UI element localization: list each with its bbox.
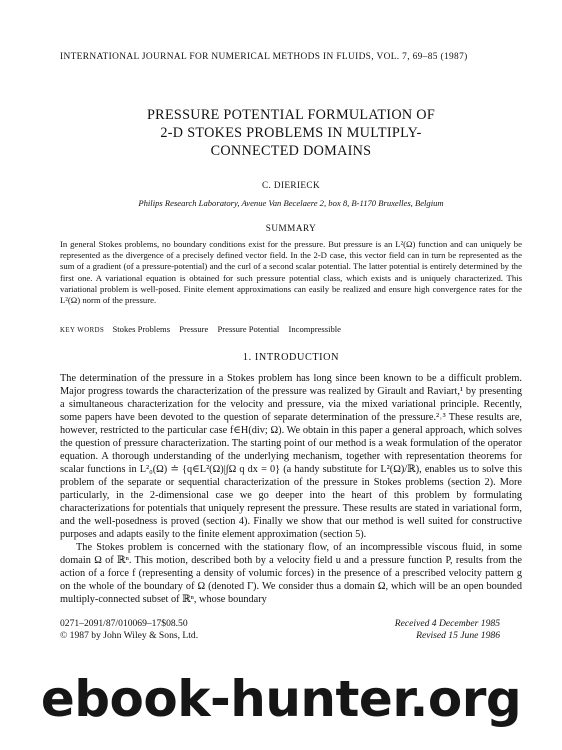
paragraph: The Stokes problem is concerned with the stationary flow, of an incompressible viscous fluid, in some domain Ω of ℝⁿ. This motion, described both by a velocity field u and a pressure function P, results from the action of a force f (representing a density of volumic forces) in the presence of a prescribed velocity pattern g on the whole of the boundary of Ω (denoted Γ). We consider thus a domain Ω, which will be an open bounded multiply-connected subset of ℝⁿ, whose boundary: [60, 542, 522, 605]
copyright-block: [60, 618, 290, 643]
summary-text: In general Stokes problems, no boundary conditions exist for the pressure. But pressure is an L²(Ω) function and can uniquely be represented as the divergence of a precisely defined vector field. In the 2-D case, this vector field can in turn be represented as the sum of a gradient (of a pressure-potential) and the curl of a second scalar potential. The latter potential is entirely determined by the first one. A variational equation is obtained for such pressure potential class, which exists and is uniquely characterized. This variational problem is well-posed. Finite element approximations can easily be realized and ensure high convergence rates for the L²(Ω) norm of the pressure.: [60, 239, 522, 306]
paragraph: The determination of the pressure in a Stokes problem has long since been known to be a difficult problem. Major progress towards the characterization of the pressure was realized by Girault and Raviart,¹ by presenting a simultaneous characterization for the velocity and pressure, via the mixed variational principle. Recently, some papers have been devoted to the question of separate determination of the pressure.²˒³ These results are, however, restricted to the particular case f∈H(div; Ω). We obtain in this paper a general approach, which solves the question of pressure characterization. The starting point of our method is a weak formulation of the operator equation. A thorough understanding of the underlying mechanism, together with representation theorems for scalar functions in L²₀(Ω) ≐ {q∈L²(Ω)|∫Ω q dx = 0} (a handy substitute for L²(Ω)/ℝ), enables us to solve this problem of the separate or sequential characterization of the pressure in Stokes problems (section 2). More particularly, in the 2-dimensional case we go deeper into the heart of this problem by formulating characterizations for potentials that uniquely represent the pressure. These results are stated in variational form, and the well-posedness is proved (section 4). Finally we show that our method is well suited for constructive purposes and adapts easily to the finite element approximation (section 5).: [60, 373, 522, 540]
journal-header: INTERNATIONAL JOURNAL FOR NUMERICAL METHODS IN FLUIDS, VOL. 7, 69–85 (1987): [60, 52, 468, 62]
keyword: Pressure Potential: [217, 324, 280, 334]
section-heading: 1. INTRODUCTION: [242, 352, 340, 363]
keywords-label: KEY WORDS: [60, 327, 105, 334]
title-line: PRESSURE POTENTIAL FORMULATION OF: [146, 107, 436, 123]
keyword: Pressure: [179, 324, 209, 334]
received-dates: [290, 618, 500, 643]
issn-line: 0271–2091/87/010069–17$08.50: [60, 618, 188, 629]
title-line: 2-D STOKES PROBLEMS IN MULTIPLY-: [160, 125, 422, 141]
keywords-line: [60, 324, 522, 334]
title-line: CONNECTED DOMAINS: [210, 143, 372, 159]
summary-heading: SUMMARY: [265, 223, 317, 233]
keyword: Stokes Problems: [112, 324, 171, 334]
revised-line: Revised 15 June 1986: [416, 630, 500, 642]
paper-title: [60, 106, 522, 160]
received-line: Received 4 December 1985: [394, 618, 500, 629]
keyword: Incompressible: [288, 324, 341, 334]
copyright-line: © 1987 by John Wiley & Sons, Ltd.: [60, 630, 199, 642]
watermark-text: ebook-hunter.org: [40, 670, 522, 728]
author-name: C. DIERIECK: [262, 180, 320, 190]
author-affiliation: Philips Research Laboratory, Avenue Van Becelaere 2, box 8, B-1170 Bruxelles, Belgium: [138, 198, 444, 208]
introduction-body: [60, 372, 522, 606]
